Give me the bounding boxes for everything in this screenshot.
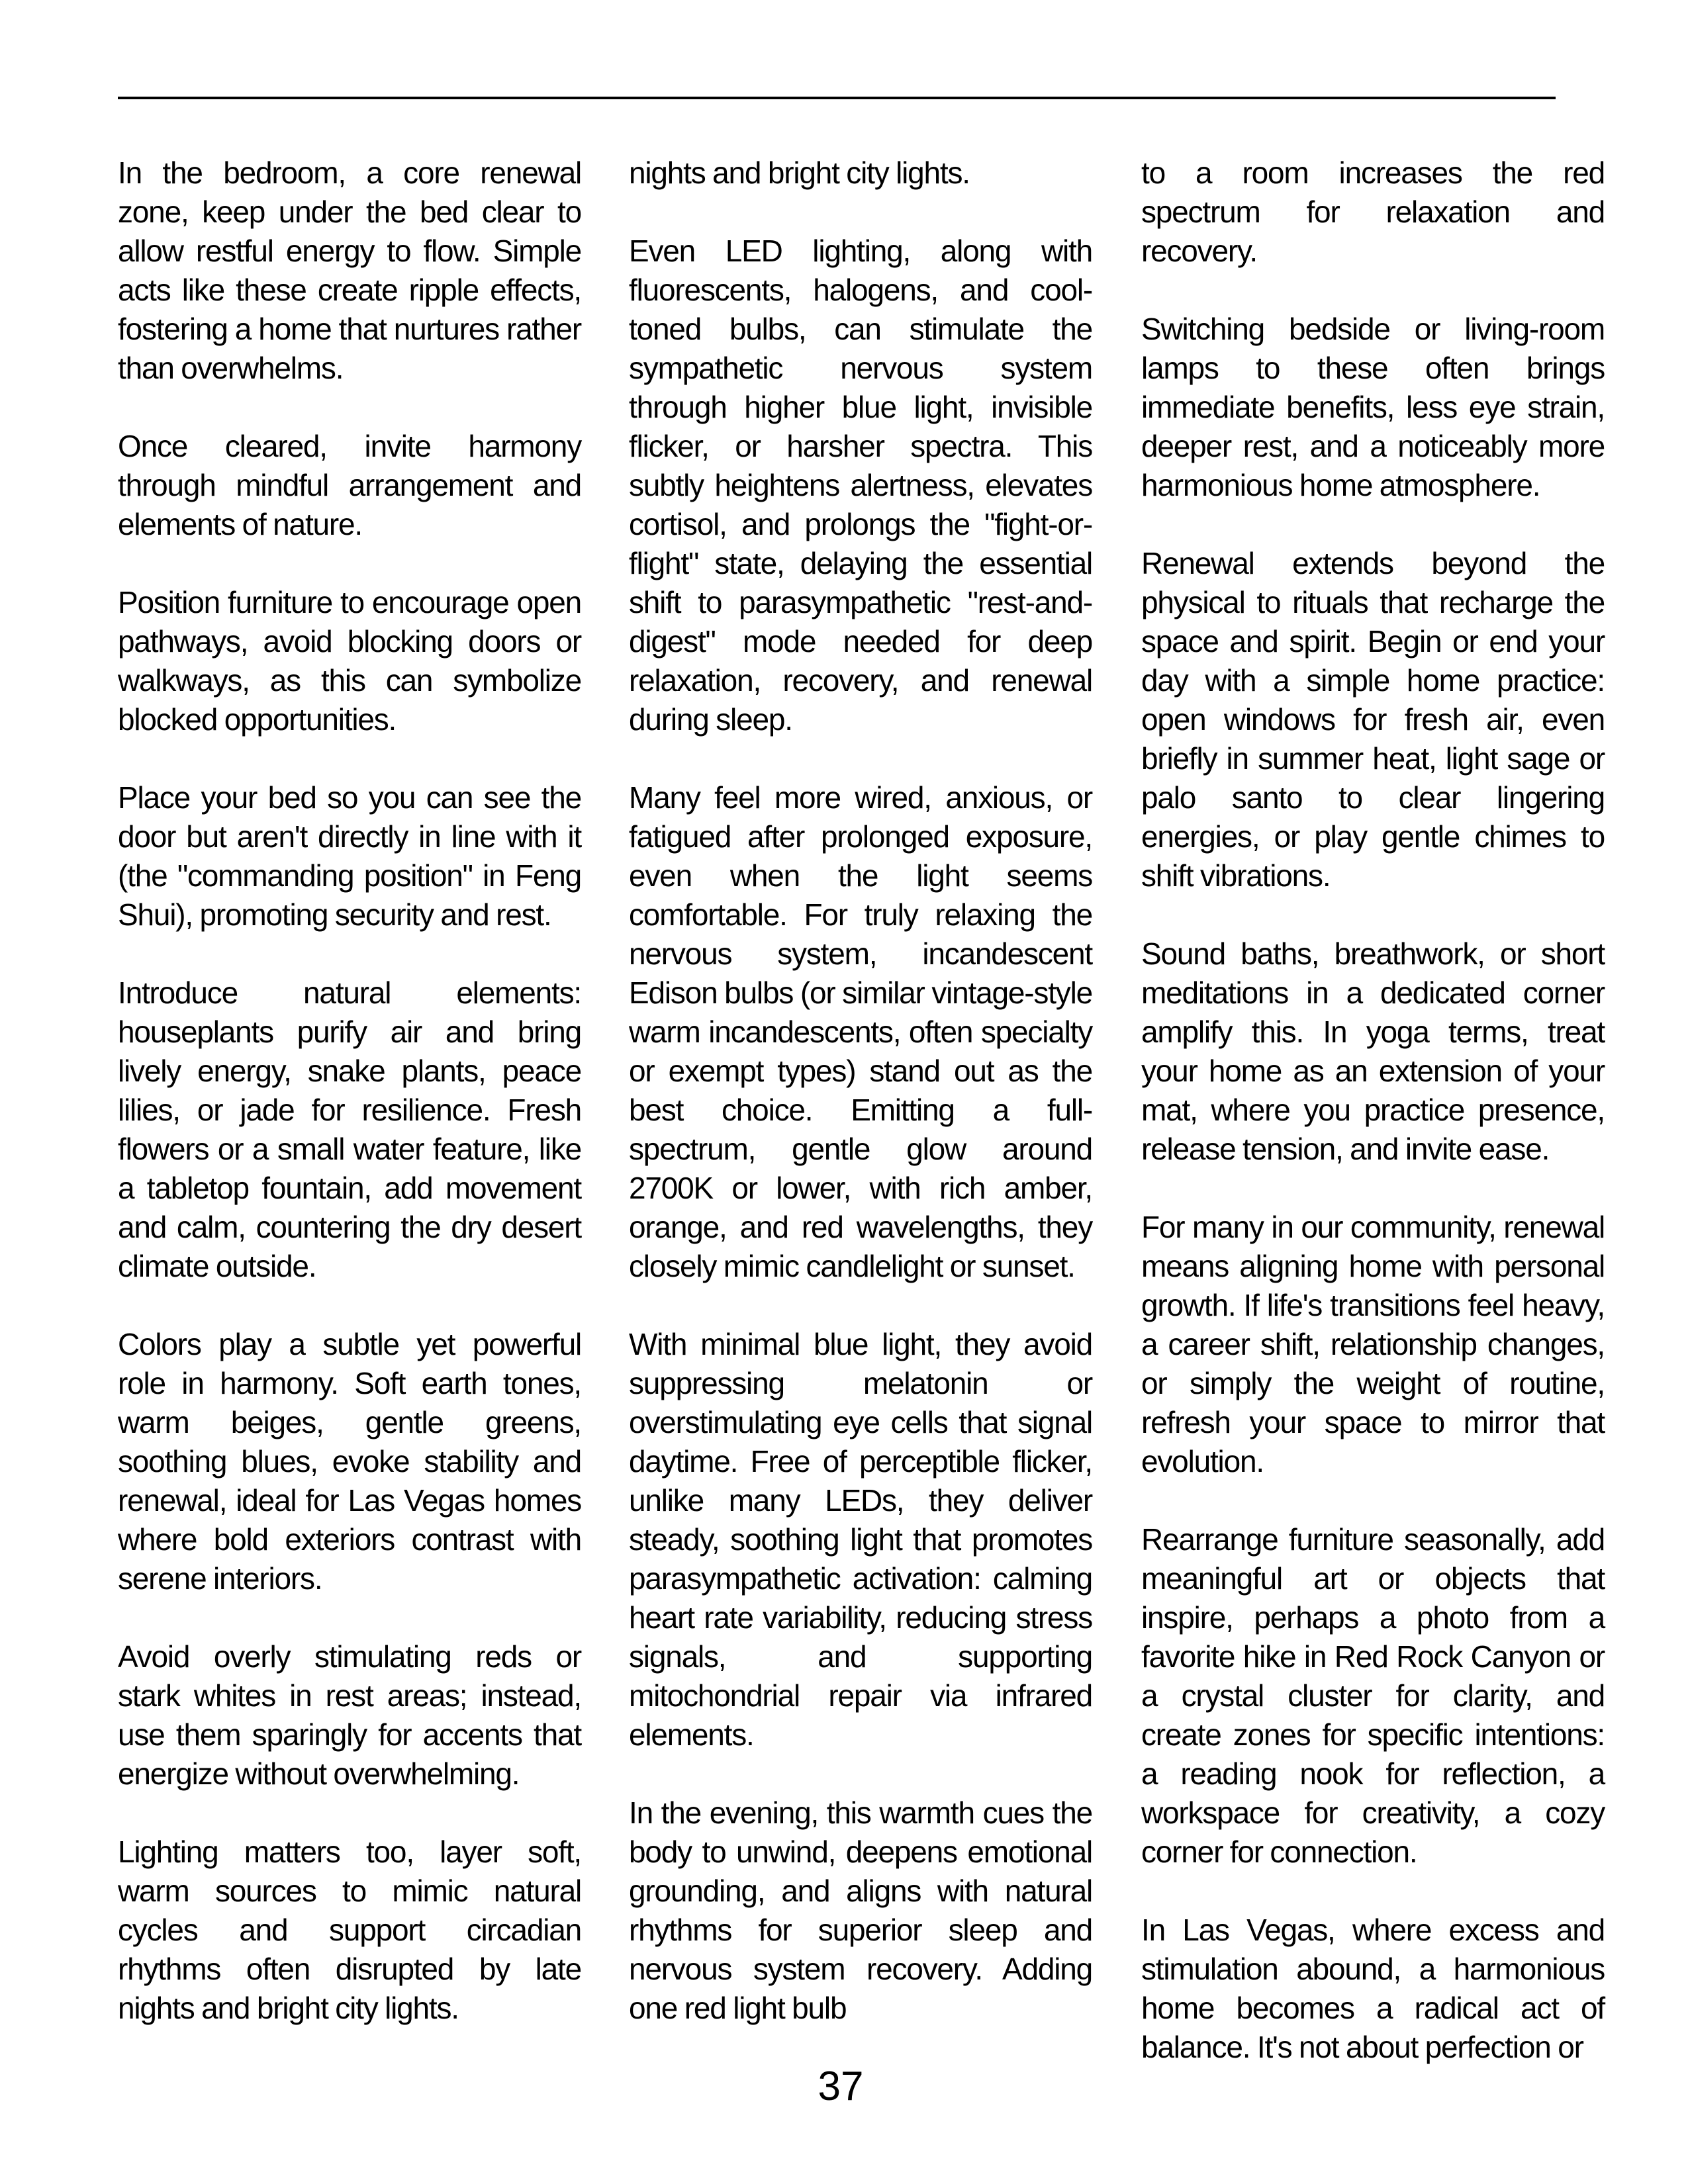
text-column-3 bbox=[1141, 154, 1605, 2106]
text-column-2 bbox=[629, 154, 1092, 2067]
paragraph: In the bedroom, a core renewal zone, keep under the bed clear to allow restful energy to flow. Simple acts like these create ripple effects, fostering a home that nurtures rather than overwhelms. bbox=[118, 156, 581, 385]
paragraph: Avoid overly stimulating reds or stark whites in rest areas; instead, use them sparingly for accents that energize without overwhelming. bbox=[118, 1639, 581, 1791]
paragraph: nights and bright city lights. bbox=[629, 156, 970, 190]
paragraph: Sound baths, breathwork, or short meditations in a dedicated corner amplify this. In yoga terms, treat your home as an extension of your mat, where you practice presence, release tension, and invite ease. bbox=[1141, 936, 1605, 1166]
paragraph: Once cleared, invite harmony through mindful arrangement and elements of nature. bbox=[118, 429, 581, 541]
page-number: 37 bbox=[818, 2064, 864, 2109]
paragraph: Lighting matters too, layer soft, warm sources to mimic natural cycles and support circadian rhythms often disrupted by late nights and bright city lights. bbox=[118, 1835, 581, 2025]
header-rule bbox=[118, 97, 1556, 99]
paragraph: to a room increases the red spectrum for relaxation and recovery. bbox=[1141, 156, 1605, 268]
paragraph: Rearrange furniture seasonally, add meaningful art or objects that inspire, perhaps a photo from a favorite hike in Red Rock Canyon or a crystal cluster for clarity, and create zones for specific intentions: a reading nook for reflection, a workspace for creativity, a cozy corner for connection. bbox=[1141, 1522, 1605, 1869]
paragraph: Position furniture to encourage open pathways, avoid blocking doors or walkways, as this can symbolize blocked opportunities. bbox=[118, 585, 581, 737]
paragraph: Renewal extends beyond the physical to rituals that recharge the space and spirit. Begin or end your day with a simple home practice: open windows for fresh air, even briefly in summer heat, light sage or palo santo to clear lingering energies, or play gentle chimes to shift vibrations. bbox=[1141, 546, 1605, 893]
paragraph: Introduce natural elements: houseplants purify air and bring lively energy, snake plants, peace lilies, or jade for resilience. Fresh flowers or a small water feature, like a tabletop fountain, add movement and calm, countering the dry desert climate outside. bbox=[118, 976, 581, 1283]
paragraph: In Las Vegas, where excess and stimulation abound, a harmonious home becomes a radical act of balance. It's not about perfection or bbox=[1141, 1913, 1605, 2064]
text-column-1 bbox=[118, 154, 581, 2067]
paragraph: Place your bed so you can see the door but aren't directly in line with it (the "commanding position" in Feng Shui), promoting security and rest. bbox=[118, 780, 581, 932]
paragraph: Switching bedside or living-room lamps to these often brings immediate benefits, less eye strain, deeper rest, and a noticeably more harmonious home atmosphere. bbox=[1141, 312, 1605, 502]
paragraph: With minimal blue light, they avoid suppressing melatonin or overstimulating eye cells that signal daytime. Free of perceptible flicker, unlike many LEDs, they deliver steady, soothing light that promotes parasympathetic activation: calming heart rate variability, reducing stress signals, and supporting mitochondrial repair via infrared elements. bbox=[629, 1327, 1092, 1752]
paragraph: Colors play a subtle yet powerful role in harmony. Soft earth tones, warm beiges, gentle greens, soothing blues, evoke stability and renewal, ideal for Las Vegas homes where bold exteriors contrast with serene interiors. bbox=[118, 1327, 581, 1596]
paragraph: Even LED lighting, along with fluorescents, halogens, and cool-toned bulbs, can stimulate the sympathetic nervous system through higher blue light, invisible flicker, or harsher spectra. This subtly heightens alertness, elevates cortisol, and prolongs the "fight-or-flight" state, delaying the essential shift to parasympathetic "rest-and-digest" mode needed for deep relaxation, recovery, and renewal during sleep. bbox=[629, 234, 1092, 737]
paragraph: In the evening, this warmth cues the body to unwind, deepens emotional grounding, and aligns with natural rhythms for superior sleep and nervous system recovery. Adding one red light bulb bbox=[629, 1796, 1092, 2025]
paragraph: For many in our community, renewal means aligning home with personal growth. If life's transitions feel heavy, a career shift, relationship changes, or simply the weight of routine, refresh your space to mirror that evolution. bbox=[1141, 1210, 1605, 1479]
paragraph: Many feel more wired, anxious, or fatigued after prolonged exposure, even when the light seems comfortable. For truly relaxing the nervous system, incandescent Edison bulbs (or similar vintage-style warm incandescents, often specialty or exempt types) stand out as the best choice. Emitting a full-spectrum, gentle glow around 2700K or lower, with rich amber, orange, and red wavelengths, they closely mimic candlelight or sunset. bbox=[629, 780, 1092, 1283]
